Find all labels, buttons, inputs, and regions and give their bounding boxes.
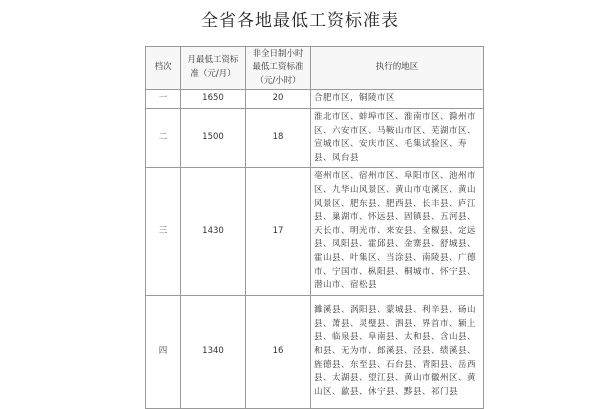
header-hourly: 非全日制小时最低工资标准（元/小时）: [246, 47, 311, 90]
area-cell: [311, 109, 484, 168]
table-row: [146, 109, 484, 168]
area-cell: [311, 295, 484, 408]
hourly-wage-cell: 20: [246, 90, 311, 109]
tier-cell: 三: [146, 168, 181, 295]
wage-table: [145, 46, 484, 409]
monthly-wage-cell: 1500: [181, 109, 246, 168]
area-cell: [311, 168, 484, 295]
monthly-wage-cell: 1430: [181, 168, 246, 295]
page-title: 全省各地最低工资标准表: [201, 11, 399, 31]
tier-cell: 一: [146, 90, 181, 109]
area-cell: [311, 90, 484, 109]
hourly-wage-cell: 17: [246, 168, 311, 295]
header-area: 执行的地区: [311, 47, 484, 90]
hourly-wage-cell: 16: [246, 295, 311, 408]
monthly-wage-cell: 1340: [181, 295, 246, 408]
table-row: [146, 90, 484, 109]
monthly-wage-cell: 1650: [181, 90, 246, 109]
header-tier: 档次: [146, 47, 181, 90]
table-header-row: [146, 47, 484, 90]
hourly-wage-cell: 18: [246, 109, 311, 168]
area-text: 淮北市区、蚌埠市区、淮南市区、滁州市区、六安市区、马鞍山市区、芜湖市区、宣城市区、安庆市区、毛集试验区、寿县、凤台县: [314, 112, 477, 163]
tier-cell: 二: [146, 109, 181, 168]
area-text: 亳州市区、宿州市区、阜阳市区、池州市区、九华山风景区、黄山市屯溪区、黄山风景区、肥东县、肥西县、长丰县、庐江县、巢湖市、怀远县、固镇县、五河县、天长市、明光市、来安县、全椒县、定远县、凤阳县、霍邱县、金寨县、舒城县、霍山县、叶集区、当涂县、南陵县、广德市、宁国市、枞阳县、桐城市、怀宁县、潜山市、宿松县: [314, 171, 477, 291]
header-monthly: 月最低工资标准（元/月）: [181, 47, 246, 90]
area-text: 濉溪县、涡阳县、蒙城县、利辛县、砀山县、萧县、灵璧县、泗县、界首市、颍上县、临泉县、阜南县、太和县、含山县、和县、无为市、郎溪县、泾县、绩溪县、旌德县、东至县、石台县、青阳县、岳西县、太湖县、望江县、黄山市徽州区、黄山区、歙县、休宁县、黟县、祁门县: [314, 305, 477, 397]
table-row: [146, 168, 484, 295]
table-row: [146, 295, 484, 408]
tier-cell: 四: [146, 295, 181, 408]
area-text: 合肥市区，铜陵市区: [314, 93, 396, 104]
